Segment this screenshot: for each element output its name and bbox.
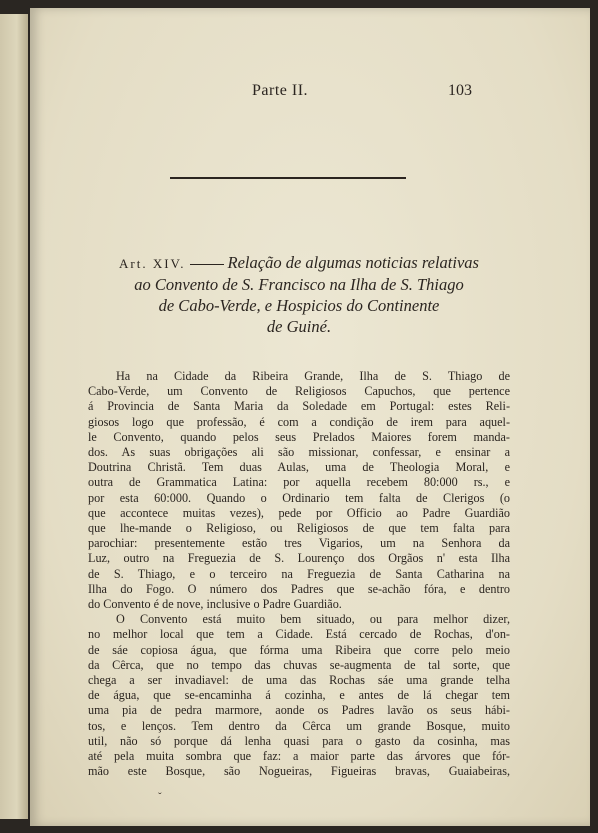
title-line-text: Relação de algumas noticias relativas [227,253,479,272]
text-line: de S. Thiago, e o terceiro na Freguezia de Santa Catharina na [88,566,510,581]
text-line: do Convento é de nove, inclusive o Padre Guardião. [88,597,342,612]
text-line: tos, e lenços. Tem dentro da Cêrca um grande Bosque, muito [88,718,510,733]
running-header [30,82,590,106]
text-line: Luz, outro na Freguezia de S. Lourenço dos Orgãos n' esta Ilha [88,551,510,566]
text-line: uma pia de pedra marmore, aonde os Padres lavão os seus hábi- [88,703,510,718]
printer-mark: ˇ [158,791,162,803]
text-line: parochiar: presentemente estão tres Vigarios, um na Senhora da [88,536,510,551]
part-label: Parte II. [252,82,309,99]
text-line: de água, que se-encaminha á cozinha, e antes de lá chegar tem [88,688,510,703]
text-line: giosos logo que professão, é com a condição de irem para aquel- [88,414,510,429]
text-line: O Convento está muito bem situado, ou para melhor dizer, [116,612,510,627]
paragraph-1 [88,369,510,612]
text-line: por esta 60:000. Quando o Ordinario tem falta de Clerigos (o [88,490,510,505]
article-title [90,252,508,337]
text-line: da Cêrca, que no tempo das chuvas se-augmenta de tal sorte, que [88,657,510,672]
book-page [30,8,590,826]
text-line: que lhe-mande o Religioso, ou Religiosos de que tem falta para [88,521,510,536]
title-dash [190,264,224,265]
text-line: Ilha do Fogo. O número dos Padres que se-achão fóra, e dentro [88,581,510,596]
text-line: no melhor local que tem a Cidade. Está cercado de Rochas, d'on- [88,627,510,642]
title-line: de Guiné. [266,317,332,336]
text-line: de sáe copiosa água, que fórma uma Ribeira que corre pelo meio [88,642,510,657]
title-line [90,252,508,274]
title-line: ao Convento de S. Francisco na Ilha de S. Thiago [134,275,464,294]
title-line: de Cabo-Verde, e Hospicios do Continente [158,296,440,315]
text-line: até pela muita sombra que faz: a maior parte das árvores que fór- [88,749,510,764]
article-body [88,369,510,779]
text-line: Ha na Cidade da Ribeira Grande, Ilha de S. Thiago de [116,369,510,383]
text-line: le Convento, quando pelos seus Prelados Maiores forem manda- [88,429,510,444]
article-number: Art. XIV. [119,256,186,271]
text-line: util, não só porque dá lenha quasi para o gasto da cosinha, mas [88,733,510,748]
text-line: á Provincia de Santa Maria da Soledade em Portugal: estes Reli- [88,399,510,414]
text-line: que accontece muitas vezes), pede por Officio ao Padre Guardião [88,505,510,520]
page-number: 103 [448,82,472,99]
text-line: Doutrina Christã. Tem duas Aulas, uma de Theologia Moral, e [88,460,510,475]
text-line: mão este Bosque, são Nogueiras, Figueiras bravas, Guaiabeiras, [88,764,510,779]
facing-page-edge [0,14,28,819]
paragraph-2 [88,612,510,779]
text-line: dos. As suas obrigações ali são missionar, confessar, e ensinar a [88,445,510,460]
text-line: Cabo-Verde, um Convento de Religiosos Capuchos, que pertence [88,384,510,399]
section-rule [170,177,406,179]
text-line: outra de Grammatica Latina: por aquella recebem 80:000 rs., e [88,475,510,490]
text-line: chega a ser invadiavel: de uma das Rochas sáe uma grande telha [88,673,510,688]
